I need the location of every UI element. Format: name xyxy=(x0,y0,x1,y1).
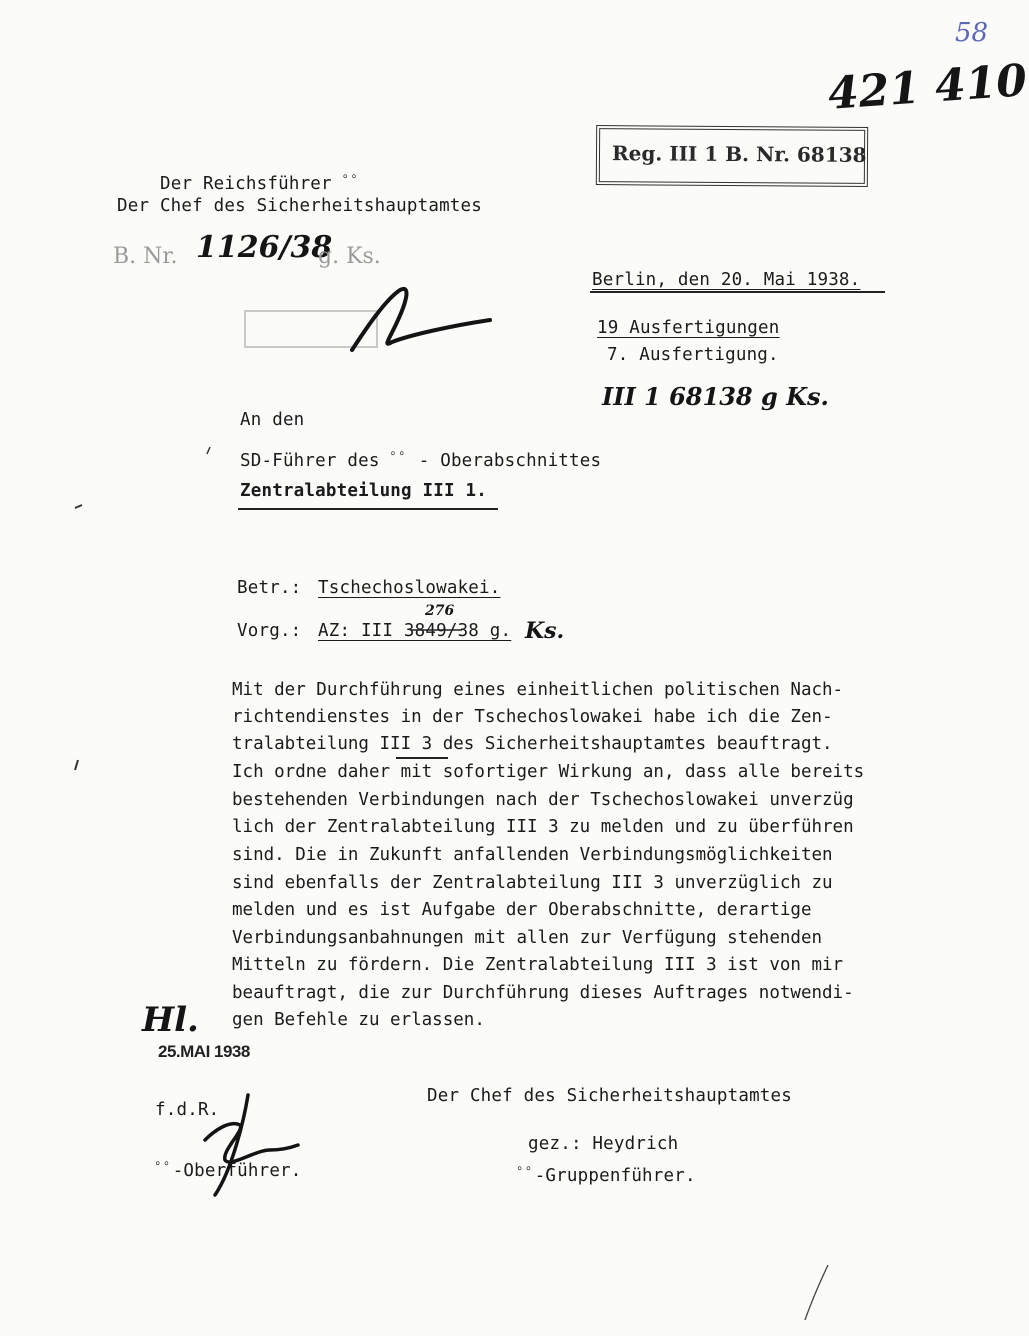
header-line-1: Der Reichsführer ﾟﾟ xyxy=(160,174,361,194)
addressee-line-2: SD-Führer des ﾟﾟ - Oberabschnittes xyxy=(240,451,602,471)
copies-total: 19 Ausfertigungen xyxy=(597,318,780,338)
body-line: richtendienstes in der Tschechoslowakei habe ich die Zen- xyxy=(232,707,833,727)
signature-signed: gez.: Heydrich xyxy=(528,1134,679,1154)
pencil-stroke xyxy=(805,1265,828,1320)
body-line: Verbindungsanbahnungen mit allen zur Verfügung stehenden xyxy=(232,928,823,948)
signature-rank: ﾟﾟ-Gruppenführer. xyxy=(517,1166,696,1186)
vorg-label: Vorg.: xyxy=(237,621,302,641)
copies-this: 7. Ausfertigung. xyxy=(607,345,779,365)
betr-label: Betr.: xyxy=(237,578,302,598)
body-line: sind. Die in Zukunft anfallenden Verbindungsmöglichkeiten xyxy=(232,845,833,865)
file-ref-number: 1126/38 xyxy=(196,230,333,265)
header-line-2: Der Chef des Sicherheitshauptamtes xyxy=(117,196,483,216)
page-number: 58 xyxy=(955,18,989,48)
fdr-rank: ﾟﾟ-Oberführer. xyxy=(155,1161,302,1181)
copies-handwritten-ref: III 1 68138 g Ks. xyxy=(602,382,829,411)
vorg-value: AZ: III 3849/38 g. xyxy=(318,621,512,641)
body-line: Mitteln zu fördern. Die Zentralabteilung III 3 ist von mir xyxy=(232,955,844,975)
body-line: lich der Zentralabteilung III 3 zu melden und zu überführen xyxy=(232,817,854,837)
body-line: bestehenden Verbindungen nach der Tschechoslowakei unverzüg xyxy=(232,790,854,810)
body-line: melden und es ist Aufgabe der Oberabschnitte, derartige xyxy=(232,900,812,920)
fdr-signature xyxy=(205,1095,298,1195)
registry-stamp-text: Reg. III 1 B. Nr. 68138 xyxy=(611,141,867,167)
body-line: Mit der Durchführung eines einheitlichen politischen Nach- xyxy=(232,680,844,700)
body-line: tralabteilung III 3 des Sicherheitshauptamtes beauftragt. xyxy=(232,734,833,754)
betr-value: Tschechoslowakei. xyxy=(318,578,501,598)
file-ref-label: B. Nr. xyxy=(113,244,178,269)
fdr-label: f.d.R. xyxy=(155,1100,220,1120)
receipt-initials: Hl. xyxy=(142,1000,199,1040)
addressee-line-3: Zentralabteilung III 1. xyxy=(240,481,487,501)
margin-mark xyxy=(75,760,78,770)
body-line: sind ebenfalls der Zentralabteilung III 3 unverzüglich zu xyxy=(232,873,833,893)
margin-mark xyxy=(207,447,210,454)
vorg-correction: 276 xyxy=(425,603,455,619)
signature-title: Der Chef des Sicherheitshauptamtes xyxy=(427,1086,793,1106)
body-line: Ich ordne daher mit sofortiger Wirkung an, dass alle bereits xyxy=(232,762,865,782)
addressee-line-1: An den xyxy=(240,410,305,430)
date-line: Berlin, den 20. Mai 1938. xyxy=(592,270,861,290)
handwritten-top-number: 421 410 xyxy=(826,55,1029,120)
vorg-handwritten: Ks. xyxy=(525,618,565,644)
file-ref-suffix: g. Ks. xyxy=(318,244,381,269)
margin-mark xyxy=(75,505,82,508)
receipt-date: 25.MAI 1938 xyxy=(158,1042,250,1061)
paraph-signature xyxy=(352,289,490,350)
body-line: beauftragt, die zur Durchführung dieses Auftrages notwendi- xyxy=(232,983,854,1003)
body-line: gen Befehle zu erlassen. xyxy=(232,1010,485,1030)
